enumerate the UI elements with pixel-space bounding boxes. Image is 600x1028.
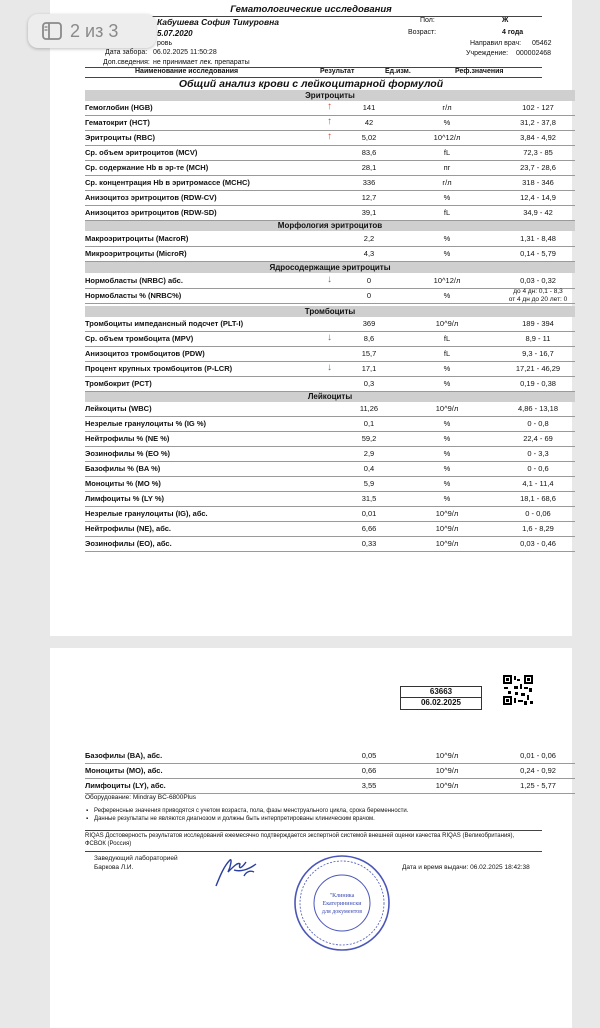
table-row <box>85 115 575 131</box>
test-reference <box>483 288 593 304</box>
test-unit: 10^9/л <box>435 509 459 518</box>
test-result: 83,6 <box>361 148 377 157</box>
divider <box>85 851 542 852</box>
test-reference: 0,03 - 0,32 <box>520 276 556 285</box>
test-result: 369 <box>362 319 376 328</box>
test-unit: % <box>443 291 451 300</box>
test-name: Эритроциты (RBC) <box>85 133 155 142</box>
sample-date: 06.02.2025 11:50:28 <box>153 49 217 56</box>
test-unit: % <box>443 193 451 202</box>
test-unit: % <box>443 364 451 373</box>
analysis-title: Общий анализ крови с лейкоцитарной формулой <box>178 78 444 90</box>
test-name: Тромбоциты импедансный подсчет (PLT-I) <box>85 319 244 328</box>
test-name: Микроэритроциты (MicroR) <box>85 249 187 258</box>
table-row <box>85 231 575 247</box>
arrow-up-icon: ↑ <box>327 116 332 127</box>
order-date: 06.02.2025 <box>420 698 462 707</box>
birth-date: 5.07.2020 <box>157 29 193 38</box>
lab-head-name: Баркова Л.И. <box>94 864 134 871</box>
bullet-icon: ▪ <box>86 808 89 814</box>
table-row <box>85 316 575 332</box>
table-row <box>85 145 575 161</box>
test-unit: fL <box>443 148 451 157</box>
test-reference: 0 - 0,06 <box>525 509 551 518</box>
test-name: Гематокрит (HCT) <box>85 118 150 127</box>
riqas-note-2: ФСВОК (Россия) <box>85 841 132 847</box>
test-reference: 4,86 - 13,18 <box>517 404 559 413</box>
test-name: Нейтрофилы % (NE %) <box>85 434 170 443</box>
seal-stamp-icon <box>292 853 392 953</box>
section-morphology: Морфология эритроцитов <box>85 220 575 231</box>
test-result: 8,6 <box>363 334 375 343</box>
test-result: 0,01 <box>361 509 377 518</box>
test-result: 42 <box>364 118 374 127</box>
arrow-up-icon: ↑ <box>327 101 332 112</box>
test-reference: 17,21 - 46,29 <box>515 364 561 373</box>
table-row <box>85 401 575 417</box>
test-result: 5,02 <box>361 133 377 142</box>
test-unit: г/л <box>442 178 452 187</box>
test-result: 5,9 <box>363 479 375 488</box>
sample-date-label: Дата забора: <box>105 49 148 56</box>
test-result: 336 <box>362 178 376 187</box>
section-leukocytes: Лейкоциты <box>85 391 575 402</box>
reference-line: до 4 дн: 0,1 - 8,3 <box>513 288 563 295</box>
test-result: 0,1 <box>363 419 375 428</box>
column-name: Наименование исследования <box>135 68 239 75</box>
table-row <box>85 748 575 764</box>
test-unit: fL <box>443 208 451 217</box>
table-row <box>85 431 575 447</box>
test-unit: % <box>443 464 451 473</box>
test-name: Ср. объем тромбоцита (MPV) <box>85 334 194 343</box>
test-unit: 10^12/л <box>433 133 461 142</box>
test-result: 4,3 <box>363 249 375 258</box>
equipment-info: Оборудование: Mindray BC-6800Plus <box>85 794 197 801</box>
column-result: Результат <box>320 68 355 75</box>
reference-note-1: Референсные значения приводятся с учетом возраста, пола, фазы менструального цикла, срока беременности. <box>94 808 409 814</box>
table-row <box>85 246 575 262</box>
test-result: 0,3 <box>363 379 375 388</box>
test-reference: 0 - 0,6 <box>527 464 549 473</box>
arrow-down-icon: ↓ <box>327 332 332 343</box>
page-indicator-text: 2 из 3 <box>70 20 119 41</box>
column-reference: Реф.значения <box>455 68 504 75</box>
test-unit: 10^9/л <box>435 319 459 328</box>
test-unit: % <box>443 419 451 428</box>
test-name: Базофилы (BA), абс. <box>85 751 163 760</box>
arrow-down-icon: ↓ <box>327 362 332 373</box>
test-result: 0 <box>366 291 372 300</box>
test-reference: 0,03 - 0,46 <box>520 539 556 548</box>
reference-note-2: Данные результаты не являются диагнозом и должны быть интерпретированы клиническим врачом. <box>94 816 375 822</box>
test-result: 0,33 <box>361 539 377 548</box>
column-unit: Ед.изм. <box>385 68 411 75</box>
sex-label: Пол: <box>420 17 435 24</box>
test-result: 11,26 <box>359 404 379 413</box>
table-row <box>85 273 575 289</box>
test-reference: 1,25 - 5,77 <box>520 781 556 790</box>
test-reference: 8,9 - 11 <box>525 334 551 343</box>
table-row <box>85 361 575 377</box>
divider <box>85 830 542 831</box>
test-name: Моноциты % (MO %) <box>85 479 161 488</box>
test-unit: % <box>443 494 451 503</box>
test-result: 2,9 <box>363 449 375 458</box>
document-page-2 <box>50 648 572 1028</box>
test-reference: 12,4 - 14,9 <box>520 193 556 202</box>
test-reference: 4,1 - 11,4 <box>522 479 554 488</box>
test-unit: fL <box>443 349 451 358</box>
test-reference: 318 - 346 <box>522 178 554 187</box>
table-row <box>85 476 575 492</box>
table-row <box>85 521 575 537</box>
age-value: 4 года <box>502 29 524 36</box>
qr-code-icon <box>502 674 534 706</box>
test-name: Макроэритроциты (MacroR) <box>85 234 189 243</box>
institution-value: 000002468 <box>516 50 552 57</box>
test-reference: 189 - 394 <box>522 319 554 328</box>
test-result: 59,2 <box>361 434 377 443</box>
test-name: Базофилы % (BA %) <box>85 464 161 473</box>
test-reference: 18,1 - 68,6 <box>520 494 556 503</box>
stamp-text-3: для документов <box>321 909 363 915</box>
test-reference: 1,6 - 8,29 <box>522 524 554 533</box>
test-reference: 0 - 3,3 <box>527 449 549 458</box>
test-unit: 10^12/л <box>433 276 461 285</box>
test-name: Процент крупных тромбоцитов (P-LCR) <box>85 364 233 373</box>
test-reference: 23,7 - 28,6 <box>520 163 556 172</box>
sex-value: Ж <box>502 17 509 24</box>
table-row <box>85 205 575 221</box>
test-reference: 0,19 - 0,38 <box>520 379 556 388</box>
riqas-note: RIQAS Достоверность результатов исследований ежемесячно подтверждается экспертной системой внешней оценки качества RIQAS (Великобритания), <box>85 833 515 839</box>
test-unit: 10^9/л <box>435 781 459 790</box>
test-reference: 0,01 - 0,06 <box>520 751 556 760</box>
test-name: Эозинофилы % (EO %) <box>85 449 171 458</box>
test-reference: 0 - 0,8 <box>527 419 549 428</box>
test-name: Ср. концентрация Hb в эритромассе (MCHC) <box>85 178 250 187</box>
test-result: 141 <box>362 103 376 112</box>
test-unit: % <box>443 249 451 258</box>
order-number: 63663 <box>401 687 481 698</box>
table-row <box>85 506 575 522</box>
test-unit: 10^9/л <box>435 766 459 775</box>
table-row <box>85 346 575 362</box>
test-result: 28,1 <box>361 163 377 172</box>
institution-label: Учреждение: <box>466 50 509 57</box>
test-reference: 0,14 - 5,79 <box>520 249 556 258</box>
test-result: 0,4 <box>363 464 375 473</box>
test-name: Ср. содержание Hb в эр-те (MCH) <box>85 163 209 172</box>
test-name: Нейтрофилы (NE), абс. <box>85 524 172 533</box>
test-name: Лимфоциты % (LY %) <box>85 494 165 503</box>
test-name: Моноциты (MO), абс. <box>85 766 163 775</box>
table-row <box>85 536 575 552</box>
table-row <box>85 461 575 477</box>
test-name: Эозинофилы (EO), абс. <box>85 539 172 548</box>
test-name: Нормобласты (NRBC) абс. <box>85 276 183 285</box>
section-erythrocytes: Эритроциты <box>85 90 575 101</box>
table-row <box>85 175 575 191</box>
test-result: 2,2 <box>363 234 375 243</box>
reference-line: от 4 дн до 20 лет: 0 <box>508 296 568 303</box>
patient-name: Кабушева София Тимуровна <box>157 17 279 27</box>
issue-datetime: Дата и время выдачи: 06.02.2025 18:42:38 <box>402 864 530 871</box>
table-row <box>85 376 575 392</box>
test-name: Нормобласты % (NRBC%) <box>85 291 182 300</box>
test-reference: 31,2 - 37,8 <box>520 118 556 127</box>
test-name: Лимфоциты (LY), абс. <box>85 781 166 790</box>
stamp-text-2: Екатеринински <box>322 901 362 907</box>
test-unit: г/л <box>442 103 452 112</box>
document-page-1 <box>50 0 572 636</box>
test-name: Гемоглобин (HGB) <box>85 103 153 112</box>
table-row <box>85 190 575 206</box>
test-unit: 10^9/л <box>435 404 459 413</box>
table-row <box>85 416 575 432</box>
section-nucleated-rbc: Ядросодержащие эритроциты <box>85 262 575 273</box>
test-name: Незрелые гранулоциты % (IG %) <box>85 419 207 428</box>
report-header-title: Гематологические исследования <box>230 4 392 15</box>
test-reference: 22,4 - 69 <box>523 434 553 443</box>
test-result: 39,1 <box>361 208 377 217</box>
test-result: 17,1 <box>361 364 377 373</box>
table-row <box>85 288 575 304</box>
doctor-value: 05462 <box>532 40 552 47</box>
test-unit: % <box>443 449 451 458</box>
extra-info-label: Доп.сведения: <box>103 59 150 66</box>
test-reference: 0,24 - 0,92 <box>520 766 556 775</box>
arrow-up-icon: ↑ <box>327 131 332 142</box>
test-reference: 34,9 - 42 <box>523 208 553 217</box>
test-unit: % <box>443 234 451 243</box>
test-result: 12,7 <box>361 193 377 202</box>
test-reference: 72,3 - 85 <box>523 148 553 157</box>
test-unit: 10^9/л <box>435 539 459 548</box>
table-row <box>85 778 575 794</box>
test-result: 0,05 <box>361 751 377 760</box>
test-unit: 10^9/л <box>435 751 459 760</box>
test-unit: % <box>443 379 451 388</box>
table-row <box>85 130 575 146</box>
page-indicator-badge[interactable] <box>28 14 156 48</box>
test-name: Анизоцитоз эритроцитов (RDW-CV) <box>85 193 217 202</box>
test-unit: % <box>443 479 451 488</box>
test-name: Незрелые гранулоциты (IG), абс. <box>85 509 208 518</box>
lab-head-label: Заведующий лабораторией <box>94 855 178 862</box>
table-row <box>85 763 575 779</box>
table-row <box>85 160 575 176</box>
table-row <box>85 446 575 462</box>
bullet-icon: ▪ <box>86 816 89 822</box>
test-result: 15,7 <box>361 349 377 358</box>
table-row <box>85 491 575 507</box>
test-unit: % <box>443 434 451 443</box>
test-reference: 1,31 - 8,48 <box>520 234 556 243</box>
test-result: 0,66 <box>361 766 377 775</box>
test-result: 6,66 <box>361 524 377 533</box>
test-unit: 10^9/л <box>435 524 459 533</box>
test-unit: пг <box>443 163 451 172</box>
pages-icon <box>42 22 62 40</box>
test-reference: 102 - 127 <box>522 103 554 112</box>
test-name: Тромбокрит (PCT) <box>85 379 152 388</box>
test-name: Лейкоциты (WBC) <box>85 404 152 413</box>
line-fragment: ровь <box>157 40 173 47</box>
order-box <box>400 686 482 710</box>
test-unit: fL <box>443 334 451 343</box>
test-unit: % <box>443 118 451 127</box>
table-row <box>85 331 575 347</box>
signature-icon <box>210 854 260 890</box>
test-result: 3,55 <box>361 781 377 790</box>
test-name: Анизоцитоз эритроцитов (RDW-SD) <box>85 208 217 217</box>
test-result: 0 <box>366 276 372 285</box>
age-label: Возраст: <box>408 29 437 36</box>
doctor-label: Направил врач: <box>470 40 522 47</box>
arrow-down-icon: ↓ <box>327 274 332 285</box>
extra-info: не принимает лек. препараты <box>153 59 250 66</box>
section-platelets: Тромбоциты <box>85 306 575 317</box>
test-reference: 3,84 - 4,92 <box>520 133 556 142</box>
stamp-text-1: "Клиника <box>329 893 355 899</box>
table-row <box>85 100 575 116</box>
test-name: Анизоцитоз тромбоцитов (PDW) <box>85 349 205 358</box>
test-result: 31,5 <box>361 494 377 503</box>
test-name: Ср. объем эритроцитов (MCV) <box>85 148 198 157</box>
test-reference: 9,3 - 16,7 <box>522 349 554 358</box>
